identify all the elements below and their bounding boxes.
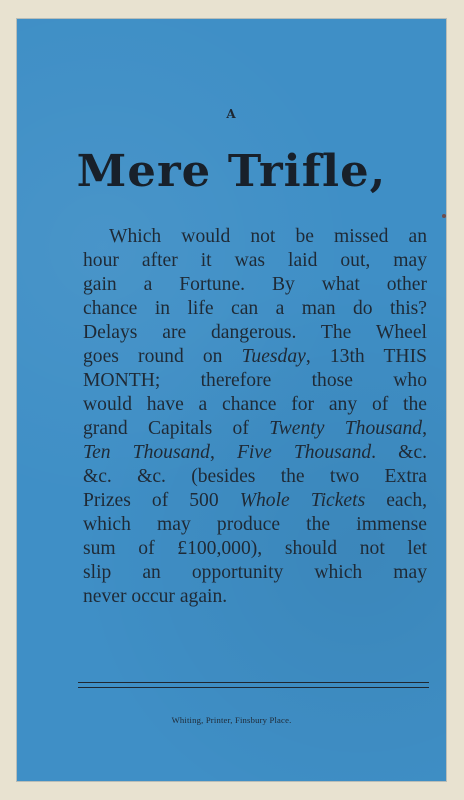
italic-phrase: Ten Thousand [83, 442, 210, 463]
handbill-sheet [17, 19, 446, 781]
body-line: sum of £100,000), should not let [83, 538, 427, 559]
body-line: would have a chance for any of the [83, 394, 427, 415]
printer-imprint: Whiting, Printer, Finsbury Place. [171, 715, 292, 725]
small-heading: A [226, 107, 237, 121]
divider-rule-top [78, 682, 429, 683]
body-text [83, 225, 427, 609]
italic-phrase: Tuesday [241, 346, 306, 367]
italic-phrase: Twenty Thousand [269, 418, 423, 439]
body-line: slip an opportunity which may [83, 562, 427, 583]
divider-rule-bottom [78, 687, 429, 688]
poster-title: Mere Trifle, [76, 146, 387, 197]
body-line: grand Capitals of Twenty Thousand, [83, 418, 427, 439]
italic-phrase: Whole Tickets [239, 490, 366, 511]
body-line: Ten Thousand, Five Thousand. &c. [83, 442, 427, 463]
body-line: Prizes of 500 Whole Tickets each, [83, 490, 428, 511]
body-line: never occur again. [83, 586, 228, 607]
italic-phrase: Five Thousand [236, 442, 372, 463]
body-line: &c. &c. (besides the two Extra [83, 466, 427, 487]
body-line: Delays are dangerous. The Wheel [83, 322, 427, 343]
body-line: gain a Fortune. By what other [83, 274, 427, 295]
body-line: MONTH; therefore those who [83, 370, 427, 391]
body-line: Which would not be missed an [109, 226, 427, 247]
body-line: goes round on Tuesday, 13th THIS [83, 346, 427, 367]
body-line: hour after it was laid out, may [83, 250, 427, 271]
body-line: chance in life can a man do this? [83, 298, 427, 319]
paper-stain [442, 214, 446, 218]
body-line: which may produce the immense [83, 514, 427, 535]
